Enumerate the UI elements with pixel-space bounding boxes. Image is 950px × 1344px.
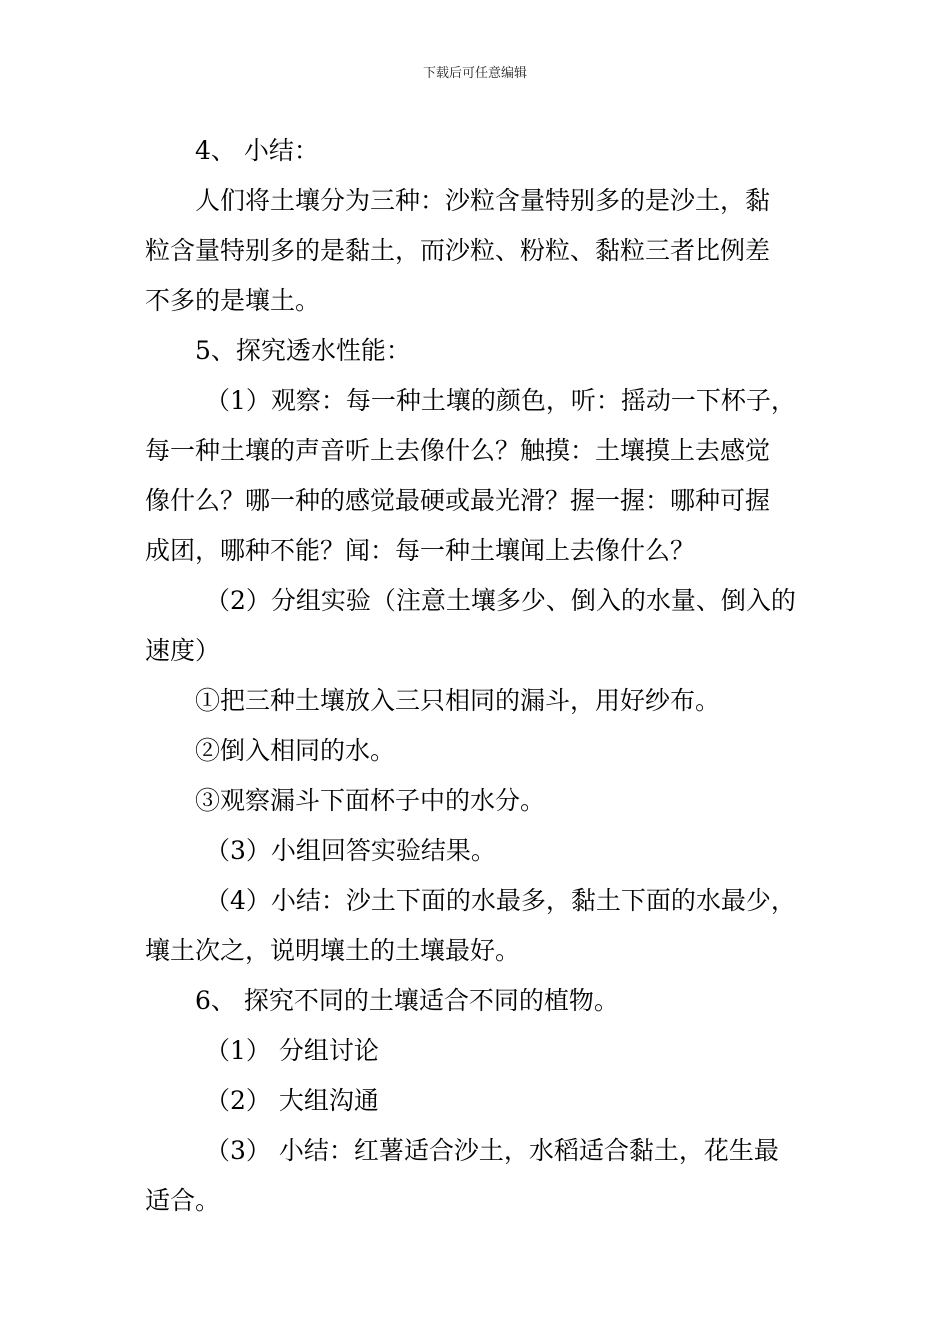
paragraph-line: 像什么？哪一种的感觉最硬或最光滑？握一握：哪种可握 bbox=[145, 486, 771, 515]
paragraph-line: （1）观察：每一种土壤的颜色，听：摇动一下杯子， bbox=[205, 386, 796, 415]
paragraph-line: 不多的是壤土。 bbox=[145, 286, 321, 315]
paragraph-line: 适合。 bbox=[145, 1186, 221, 1215]
list-item: ③观察漏斗下面杯子中的水分。 bbox=[195, 786, 546, 815]
list-item: ②倒入相同的水。 bbox=[195, 736, 396, 765]
section-4-heading: 4、 小结： bbox=[195, 136, 319, 165]
paragraph-line: （3）小组回答实验结果。 bbox=[205, 836, 496, 865]
paragraph-line: 粒含量特别多的是黏土，而沙粒、粉粒、黏粒三者比例差 bbox=[145, 236, 771, 265]
list-item: ①把三种土壤放入三只相同的漏斗，用好纱布。 bbox=[195, 686, 721, 715]
paragraph-line: 壤土次之，说明壤土的土壤最好。 bbox=[145, 936, 521, 965]
paragraph-line: 成团，哪种不能？闻：每一种土壤闻上去像什么？ bbox=[145, 536, 696, 565]
list-item: （1） 分组讨论 bbox=[205, 1036, 379, 1065]
paragraph-line: 每一种土壤的声音听上去像什么？触摸：土壤摸上去感觉 bbox=[145, 436, 771, 465]
section-6-heading: 6、 探究不同的土壤适合不同的植物。 bbox=[195, 986, 619, 1015]
document-body bbox=[145, 126, 807, 1226]
paragraph-line: 人们将土壤分为三种：沙粒含量特别多的是沙土，黏 bbox=[195, 186, 771, 215]
page-header: 下载后可任意编辑 bbox=[422, 66, 527, 81]
paragraph-line: （3） 小结：红薯适合沙土，水稻适合黏土，花生最 bbox=[205, 1136, 779, 1165]
section-5-heading: 5、探究透水性能： bbox=[195, 336, 411, 365]
paragraph-line: 速度） bbox=[145, 636, 221, 665]
list-item: （2） 大组沟通 bbox=[205, 1086, 379, 1115]
paragraph-line: （4）小结：沙土下面的水最多，黏土下面的水最少， bbox=[205, 886, 796, 915]
paragraph-line: （2）分组实验（注意土壤多少、倒入的水量、倒入的 bbox=[205, 586, 796, 615]
